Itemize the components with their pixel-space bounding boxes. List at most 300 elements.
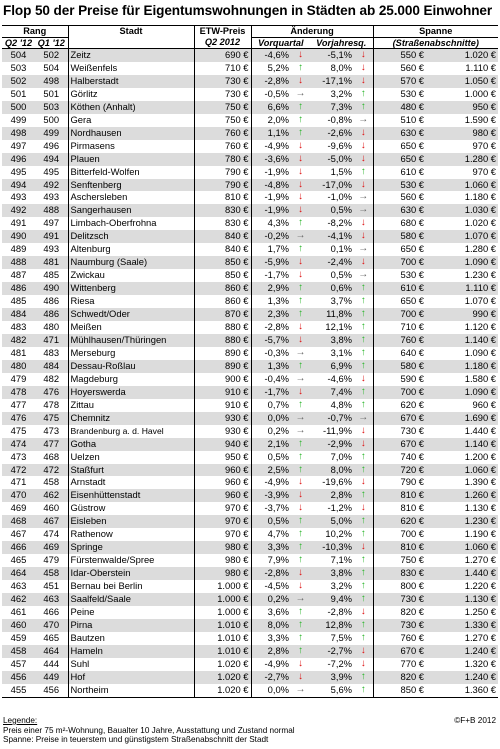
change-vorjahresquartal: 3,1% (310, 347, 354, 360)
rank-q2: 497 (2, 140, 35, 153)
etw-price: 830 € (194, 217, 251, 230)
spanne-low: 810 € (373, 541, 426, 554)
table-row (2, 75, 498, 88)
table-row (2, 386, 498, 399)
rank-q2: 474 (2, 438, 35, 451)
side-arrow-icon: → (354, 269, 373, 282)
spanne-high: 1.090 € (426, 347, 498, 360)
spanne-high: 1.330 € (426, 619, 498, 632)
side-arrow-icon: → (354, 243, 373, 256)
city-name: Wittenberg (68, 282, 194, 295)
etw-price: 940 € (194, 438, 251, 451)
change-vorquartal: -2,8% (251, 567, 291, 580)
rank-q1: 466 (35, 606, 68, 619)
city-name: Eisleben (68, 515, 194, 528)
city-name: Pirna (68, 619, 194, 632)
down-arrow-icon: ↓ (291, 49, 310, 62)
spanne-low: 760 € (373, 632, 426, 645)
up-arrow-icon: ↑ (354, 580, 373, 593)
up-arrow-icon: ↑ (291, 360, 310, 373)
up-arrow-icon: ↑ (354, 282, 373, 295)
spanne-high: 1.270 € (426, 632, 498, 645)
rank-q2: 472 (2, 464, 35, 477)
change-vorquartal: -1,7% (251, 269, 291, 282)
spanne-high: 1.220 € (426, 580, 498, 593)
spanne-low: 610 € (373, 282, 426, 295)
spanne-low: 560 € (373, 191, 426, 204)
change-vorquartal: -2,8% (251, 321, 291, 334)
spanne-high: 1.320 € (426, 658, 498, 671)
rank-q1: 499 (35, 127, 68, 140)
rank-q2: 501 (2, 88, 35, 101)
etw-price: 1.000 € (194, 580, 251, 593)
table-row (2, 166, 498, 179)
change-vorjahresquartal: -2,4% (310, 256, 354, 269)
change-vorquartal: -3,7% (251, 502, 291, 515)
header-rang: Rang (2, 26, 68, 38)
change-vorjahresquartal: -19,6% (310, 476, 354, 489)
spanne-low: 700 € (373, 386, 426, 399)
table-row (2, 243, 498, 256)
header-vorjahresquartal: Vorjahresq. (310, 37, 373, 49)
change-vorquartal: -3,9% (251, 489, 291, 502)
rank-q1: 465 (35, 632, 68, 645)
change-vorjahresquartal: -7,2% (310, 658, 354, 671)
down-arrow-icon: ↓ (291, 179, 310, 192)
up-arrow-icon: ↑ (291, 295, 310, 308)
etw-price: 1.010 € (194, 619, 251, 632)
etw-price: 730 € (194, 88, 251, 101)
rank-q2: 468 (2, 515, 35, 528)
up-arrow-icon: ↑ (354, 593, 373, 606)
up-arrow-icon: ↑ (354, 619, 373, 632)
change-vorjahresquartal: 3,8% (310, 567, 354, 580)
spanne-high: 1.110 € (426, 62, 498, 75)
spanne-low: 700 € (373, 308, 426, 321)
spanne-high: 1.440 € (426, 425, 498, 438)
spanne-high: 1.050 € (426, 75, 498, 88)
down-arrow-icon: ↓ (354, 645, 373, 658)
city-name: Uelzen (68, 451, 194, 464)
table-row (2, 606, 498, 619)
spanne-low: 570 € (373, 75, 426, 88)
change-vorjahresquartal: -4,6% (310, 373, 354, 386)
up-arrow-icon: ↑ (291, 399, 310, 412)
city-name: Zwickau (68, 269, 194, 282)
change-vorjahresquartal: 3,8% (310, 334, 354, 347)
table-row (2, 269, 498, 282)
up-arrow-icon: ↑ (354, 671, 373, 684)
spanne-high: 1.020 € (426, 49, 498, 62)
rank-q1: 474 (35, 528, 68, 541)
change-vorquartal: 2,9% (251, 282, 291, 295)
rank-q1: 478 (35, 399, 68, 412)
rank-q2: 478 (2, 386, 35, 399)
up-arrow-icon: ↑ (291, 451, 310, 464)
spanne-low: 510 € (373, 114, 426, 127)
table-row (2, 191, 498, 204)
up-arrow-icon: ↑ (291, 101, 310, 114)
change-vorquartal: 0,5% (251, 515, 291, 528)
down-arrow-icon: ↓ (291, 580, 310, 593)
table-row (2, 451, 498, 464)
down-arrow-icon: ↓ (354, 75, 373, 88)
spanne-low: 650 € (373, 153, 426, 166)
rank-q1: 500 (35, 114, 68, 127)
spanne-high: 1.250 € (426, 606, 498, 619)
up-arrow-icon: ↑ (354, 360, 373, 373)
down-arrow-icon: ↓ (354, 425, 373, 438)
spanne-low: 700 € (373, 528, 426, 541)
rank-q2: 469 (2, 502, 35, 515)
change-vorjahresquartal: 0,5% (310, 204, 354, 217)
spanne-high: 1.140 € (426, 438, 498, 451)
rank-q2: 498 (2, 127, 35, 140)
spanne-high: 1.030 € (426, 204, 498, 217)
city-name: Weißenfels (68, 62, 194, 75)
side-arrow-icon: → (291, 593, 310, 606)
up-arrow-icon: ↑ (354, 567, 373, 580)
up-arrow-icon: ↑ (291, 438, 310, 451)
spanne-high: 1.590 € (426, 114, 498, 127)
etw-price: 850 € (194, 269, 251, 282)
rank-q1: 451 (35, 580, 68, 593)
spanne-low: 550 € (373, 49, 426, 62)
city-name: Bernau bei Berlin (68, 580, 194, 593)
spanne-low: 720 € (373, 464, 426, 477)
legend-line-1: Preis einer 75 m²-Wohnung, Baualter 10 Jahre, Ausstattung und Zustand normal (3, 725, 295, 735)
up-arrow-icon: ↑ (354, 554, 373, 567)
change-vorquartal: -0,4% (251, 373, 291, 386)
spanne-low: 590 € (373, 373, 426, 386)
rank-q1: 462 (35, 489, 68, 502)
up-arrow-icon: ↑ (354, 528, 373, 541)
table-row (2, 217, 498, 230)
spanne-low: 810 € (373, 502, 426, 515)
up-arrow-icon: ↑ (354, 632, 373, 645)
table-row (2, 399, 498, 412)
down-arrow-icon: ↓ (291, 671, 310, 684)
side-arrow-icon: → (291, 373, 310, 386)
rank-q2: 494 (2, 179, 35, 192)
up-arrow-icon: ↑ (291, 464, 310, 477)
city-name: Zittau (68, 399, 194, 412)
down-arrow-icon: ↓ (291, 386, 310, 399)
header-spanne: Spanne (373, 26, 498, 38)
city-name: Meißen (68, 321, 194, 334)
up-arrow-icon: ↑ (291, 62, 310, 75)
spanne-high: 1.140 € (426, 334, 498, 347)
rank-q2: 482 (2, 334, 35, 347)
table-row (2, 632, 498, 645)
change-vorquartal: 3,6% (251, 606, 291, 619)
spanne-low: 530 € (373, 88, 426, 101)
change-vorquartal: 1,7% (251, 243, 291, 256)
change-vorjahresquartal: -9,6% (310, 140, 354, 153)
header-stadt: Stadt (68, 26, 194, 38)
change-vorquartal: -5,7% (251, 334, 291, 347)
up-arrow-icon: ↑ (291, 619, 310, 632)
city-name: Limbach-Oberfrohna (68, 217, 194, 230)
city-name: Nordhausen (68, 127, 194, 140)
rank-q2: 477 (2, 399, 35, 412)
etw-price: 1.000 € (194, 606, 251, 619)
rank-q1: 475 (35, 412, 68, 425)
change-vorjahresquartal: 3,7% (310, 295, 354, 308)
table-body (2, 49, 498, 698)
down-arrow-icon: ↓ (354, 256, 373, 269)
table-row (2, 308, 498, 321)
legend (3, 716, 295, 745)
rank-q1: 490 (35, 282, 68, 295)
rank-q2: 492 (2, 204, 35, 217)
change-vorjahresquartal: 7,1% (310, 554, 354, 567)
table-header (2, 26, 498, 49)
rank-q2: 495 (2, 166, 35, 179)
table-row (2, 282, 498, 295)
rank-q2: 458 (2, 645, 35, 658)
down-arrow-icon: ↓ (291, 140, 310, 153)
rank-q2: 465 (2, 554, 35, 567)
rank-q2: 457 (2, 658, 35, 671)
down-arrow-icon: ↓ (291, 476, 310, 489)
city-name: Mühlhausen/Thüringen (68, 334, 194, 347)
rank-q2: 500 (2, 101, 35, 114)
change-vorquartal: 3,3% (251, 632, 291, 645)
table-row (2, 114, 498, 127)
down-arrow-icon: ↓ (354, 658, 373, 671)
change-vorquartal: 0,5% (251, 451, 291, 464)
spanne-high: 950 € (426, 101, 498, 114)
change-vorquartal: -0,5% (251, 88, 291, 101)
rank-q1: 502 (35, 49, 68, 62)
header-vorquartal: Vorquartal (251, 37, 310, 49)
change-vorjahresquartal: -5,0% (310, 153, 354, 166)
table-row (2, 541, 498, 554)
rank-q1: 456 (35, 684, 68, 697)
etw-price: 980 € (194, 541, 251, 554)
spanne-high: 970 € (426, 140, 498, 153)
rank-q2: 470 (2, 489, 35, 502)
etw-price: 880 € (194, 321, 251, 334)
up-arrow-icon: ↑ (354, 166, 373, 179)
rank-q2: 487 (2, 269, 35, 282)
etw-price: 760 € (194, 127, 251, 140)
down-arrow-icon: ↓ (291, 153, 310, 166)
etw-price: 960 € (194, 489, 251, 502)
down-arrow-icon: ↓ (291, 567, 310, 580)
spanne-low: 820 € (373, 671, 426, 684)
change-vorjahresquartal: 0,1% (310, 243, 354, 256)
rank-q1: 483 (35, 347, 68, 360)
up-arrow-icon: ↑ (354, 515, 373, 528)
up-arrow-icon: ↑ (291, 243, 310, 256)
rank-q1: 460 (35, 502, 68, 515)
spanne-high: 1.020 € (426, 217, 498, 230)
city-name: Schwedt/Oder (68, 308, 194, 321)
rank-q2: 464 (2, 567, 35, 580)
spanne-high: 1.440 € (426, 567, 498, 580)
rank-q1: 504 (35, 62, 68, 75)
etw-price: 980 € (194, 554, 251, 567)
spanne-high: 1.270 € (426, 554, 498, 567)
table-row (2, 321, 498, 334)
spanne-low: 730 € (373, 425, 426, 438)
rank-q2: 499 (2, 114, 35, 127)
change-vorjahresquartal: -17,0% (310, 179, 354, 192)
down-arrow-icon: ↓ (291, 269, 310, 282)
table-row (2, 502, 498, 515)
spanne-low: 800 € (373, 580, 426, 593)
table-row (2, 489, 498, 502)
city-name: Dessau-Roßlau (68, 360, 194, 373)
down-arrow-icon: ↓ (354, 62, 373, 75)
city-name: Brandenburg a. d. Havel (68, 425, 194, 438)
etw-price: 1.010 € (194, 632, 251, 645)
table-row (2, 373, 498, 386)
up-arrow-icon: ↑ (291, 127, 310, 140)
up-arrow-icon: ↑ (354, 308, 373, 321)
change-vorquartal: 2,1% (251, 438, 291, 451)
side-arrow-icon: → (291, 88, 310, 101)
rank-q1: 477 (35, 438, 68, 451)
spanne-low: 530 € (373, 179, 426, 192)
up-arrow-icon: ↑ (291, 554, 310, 567)
rank-q2: 503 (2, 62, 35, 75)
up-arrow-icon: ↑ (291, 645, 310, 658)
change-vorquartal: -1,9% (251, 204, 291, 217)
spanne-high: 1.060 € (426, 179, 498, 192)
change-vorquartal: -2,7% (251, 671, 291, 684)
etw-price: 970 € (194, 502, 251, 515)
change-vorjahresquartal: 3,2% (310, 580, 354, 593)
spanne-high: 1.180 € (426, 191, 498, 204)
rank-q2: 488 (2, 256, 35, 269)
change-vorjahresquartal: 3,9% (310, 671, 354, 684)
rank-q1: 493 (35, 243, 68, 256)
spanne-low: 670 € (373, 438, 426, 451)
rank-q1: 471 (35, 334, 68, 347)
table-row (2, 528, 498, 541)
up-arrow-icon: ↑ (354, 399, 373, 412)
up-arrow-icon: ↑ (291, 114, 310, 127)
rank-q1: 480 (35, 321, 68, 334)
spanne-high: 1.280 € (426, 153, 498, 166)
table-row (2, 256, 498, 269)
etw-price: 930 € (194, 425, 251, 438)
spanne-low: 830 € (373, 567, 426, 580)
change-vorquartal: 1,3% (251, 360, 291, 373)
change-vorjahresquartal: -2,9% (310, 438, 354, 451)
rank-q1: 481 (35, 256, 68, 269)
header-etw-preis: ETW-Preis (194, 26, 251, 38)
spanne-low: 630 € (373, 204, 426, 217)
rank-q2: 485 (2, 295, 35, 308)
change-vorquartal: -5,9% (251, 256, 291, 269)
change-vorjahresquartal: -1,2% (310, 502, 354, 515)
table-row (2, 140, 498, 153)
spanne-low: 530 € (373, 269, 426, 282)
spanne-low: 760 € (373, 334, 426, 347)
change-vorjahresquartal: 12,8% (310, 619, 354, 632)
down-arrow-icon: ↓ (291, 75, 310, 88)
up-arrow-icon: ↑ (354, 334, 373, 347)
rank-q1: 486 (35, 295, 68, 308)
spanne-low: 630 € (373, 127, 426, 140)
spanne-low: 770 € (373, 658, 426, 671)
rank-q1: 484 (35, 360, 68, 373)
table-row (2, 684, 498, 697)
etw-price: 1.000 € (194, 593, 251, 606)
change-vorquartal: 0,0% (251, 684, 291, 697)
rank-q1: 472 (35, 464, 68, 477)
city-name: Pirmasens (68, 140, 194, 153)
rank-q1: 501 (35, 88, 68, 101)
down-arrow-icon: ↓ (354, 541, 373, 554)
city-name: Fürstenwalde/Spree (68, 554, 194, 567)
change-vorquartal: 0,2% (251, 425, 291, 438)
etw-price: 840 € (194, 243, 251, 256)
change-vorjahresquartal: 1,5% (310, 166, 354, 179)
etw-price: 970 € (194, 528, 251, 541)
table-row (2, 334, 498, 347)
down-arrow-icon: ↓ (354, 140, 373, 153)
spanne-high: 1.190 € (426, 528, 498, 541)
etw-price: 830 € (194, 204, 251, 217)
change-vorjahresquartal: 12,1% (310, 321, 354, 334)
spanne-low: 640 € (373, 347, 426, 360)
up-arrow-icon: ↑ (354, 321, 373, 334)
down-arrow-icon: ↓ (354, 606, 373, 619)
side-arrow-icon: → (291, 425, 310, 438)
rank-q2: 481 (2, 347, 35, 360)
spanne-low: 680 € (373, 217, 426, 230)
up-arrow-icon: ↑ (291, 541, 310, 554)
side-arrow-icon: → (291, 230, 310, 243)
side-arrow-icon: → (354, 412, 373, 425)
spanne-high: 1.070 € (426, 230, 498, 243)
table-row (2, 62, 498, 75)
etw-price: 890 € (194, 347, 251, 360)
city-name: Aschersleben (68, 191, 194, 204)
up-arrow-icon: ↑ (354, 101, 373, 114)
change-vorjahresquartal: -11,9% (310, 425, 354, 438)
rank-q2: 462 (2, 593, 35, 606)
spanne-low: 580 € (373, 360, 426, 373)
change-vorquartal: -4,9% (251, 140, 291, 153)
rank-q2: 491 (2, 217, 35, 230)
side-arrow-icon: → (291, 684, 310, 697)
change-vorquartal: 2,0% (251, 114, 291, 127)
change-vorjahresquartal: -5,1% (310, 49, 354, 62)
legend-line-2: Spanne: Preise in teuerstem und günstigstem Straßenabschnitt der Stadt (3, 735, 269, 745)
spanne-high: 1.280 € (426, 243, 498, 256)
etw-price: 1.020 € (194, 684, 251, 697)
spanne-high: 1.090 € (426, 386, 498, 399)
rank-q2: 480 (2, 360, 35, 373)
change-vorquartal: 1,1% (251, 127, 291, 140)
down-arrow-icon: ↓ (354, 217, 373, 230)
rank-q1: 488 (35, 204, 68, 217)
rank-q1: 493 (35, 191, 68, 204)
change-vorjahresquartal: -8,2% (310, 217, 354, 230)
etw-price: 750 € (194, 101, 251, 114)
etw-price: 1.020 € (194, 671, 251, 684)
etw-price: 910 € (194, 386, 251, 399)
change-vorquartal: 3,3% (251, 541, 291, 554)
down-arrow-icon: ↓ (354, 373, 373, 386)
copyright: ©F+B 2012 (454, 716, 496, 725)
